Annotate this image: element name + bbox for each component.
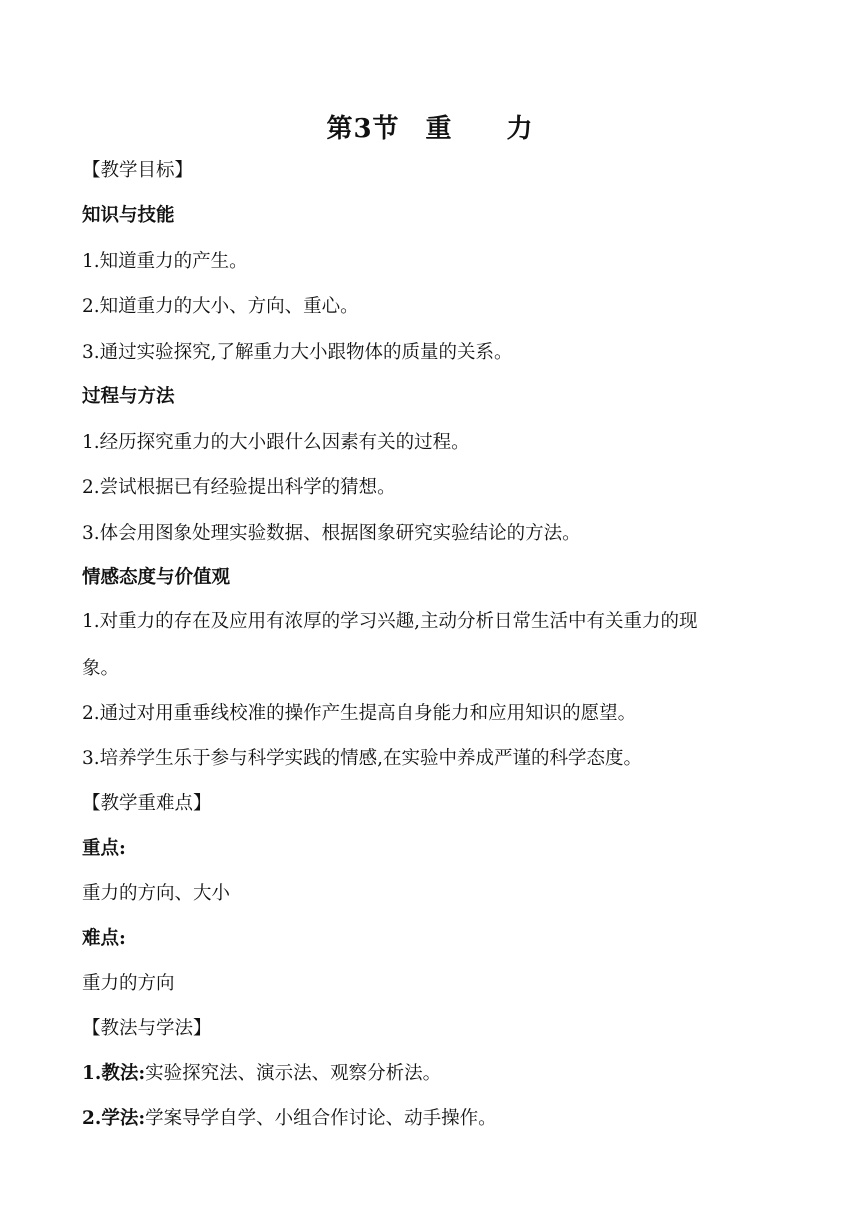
emotion-item-1: 1.对重力的存在及应用有浓厚的学习兴趣,主动分析日常生活中有关重力的现 xyxy=(82,611,698,632)
page-title xyxy=(0,108,860,145)
process-item-2: 2.尝试根据已有经验提出科学的猜想。 xyxy=(82,477,396,498)
emotion-item-1-continued: 象。 xyxy=(82,658,120,679)
objectives-header: 【教学目标】 xyxy=(82,160,194,181)
teaching-method-label: 1.教法: xyxy=(82,1063,146,1084)
knowledge-item-3: 3.通过实验探究,了解重力大小跟物体的质量的关系。 xyxy=(82,342,513,363)
title-char-2: 力 xyxy=(506,114,534,144)
key-points-text: 重力的方向、大小 xyxy=(82,883,231,904)
methods-header: 【教法与学法】 xyxy=(82,1018,212,1039)
emotion-item-3: 3.培养学生乐于参与科学实践的情感,在实验中养成严谨的科学态度。 xyxy=(82,748,643,769)
learning-method-label: 2.学法: xyxy=(82,1108,146,1129)
difficult-points-heading: 难点: xyxy=(82,928,126,949)
emotion-item-2: 2.通过对用重垂线校准的操作产生提高自身能力和应用知识的愿望。 xyxy=(82,703,637,724)
knowledge-item-1: 1.知道重力的产生。 xyxy=(82,251,248,272)
process-method-heading: 过程与方法 xyxy=(82,386,175,407)
process-item-1: 1.经历探究重力的大小跟什么因素有关的过程。 xyxy=(82,432,470,453)
learning-method-line xyxy=(82,1106,497,1132)
title-char-1: 重 xyxy=(425,114,453,144)
title-prefix: 第3节 xyxy=(326,114,400,144)
key-points-heading: 重点: xyxy=(82,838,126,859)
learning-method-text: 学案导学自学、小组合作讨论、动手操作。 xyxy=(145,1108,497,1129)
teaching-method-text: 实验探究法、演示法、观察分析法。 xyxy=(145,1063,442,1084)
difficult-points-text: 重力的方向 xyxy=(82,973,175,994)
emotion-values-heading: 情感态度与价值观 xyxy=(82,567,231,588)
knowledge-skill-heading: 知识与技能 xyxy=(82,205,175,226)
key-difficult-header: 【教学重难点】 xyxy=(82,793,212,814)
teaching-method-line xyxy=(82,1061,441,1087)
knowledge-item-2: 2.知道重力的大小、方向、重心。 xyxy=(82,296,359,317)
process-item-3: 3.体会用图象处理实验数据、根据图象研究实验结论的方法。 xyxy=(82,523,581,544)
